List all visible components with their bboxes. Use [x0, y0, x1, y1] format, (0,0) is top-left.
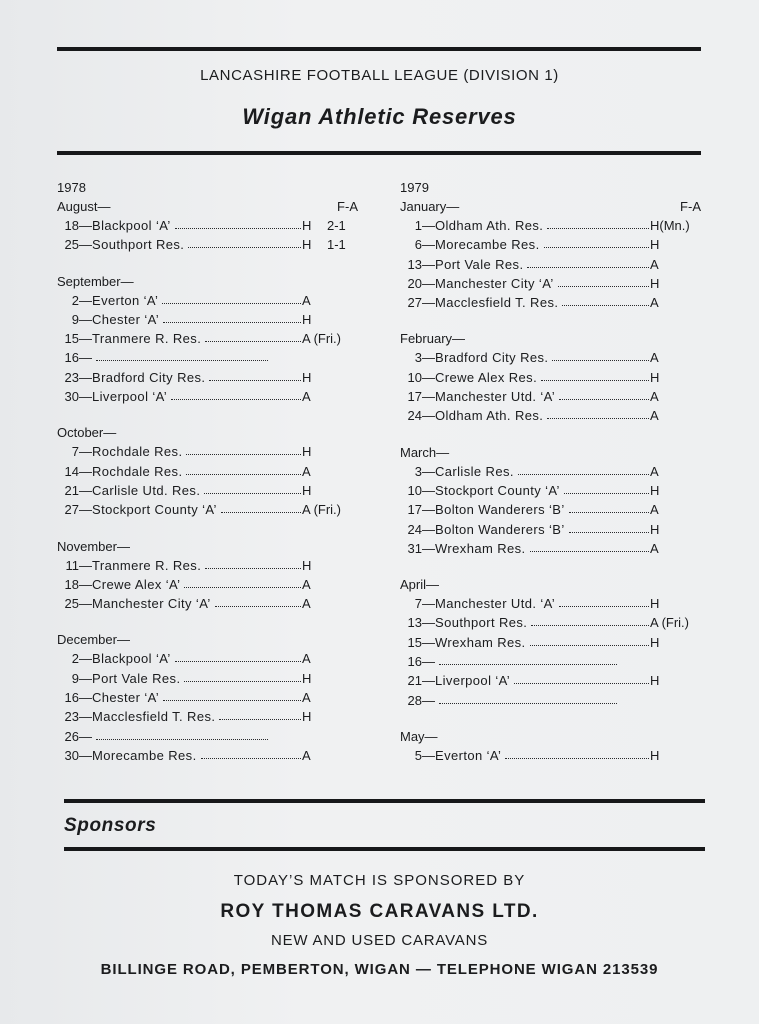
fixture-opponent: Crewe Alex Res.	[435, 369, 538, 385]
month-label: December—	[57, 632, 130, 648]
month-label: November—	[57, 538, 130, 554]
fixture-venue: H	[302, 709, 312, 725]
fixture-row	[400, 652, 705, 671]
fixture-day: 31	[407, 540, 422, 556]
dot-leader	[188, 247, 301, 248]
fixture-row	[400, 462, 705, 481]
fixture-row	[400, 348, 705, 367]
dot-leader	[96, 739, 268, 740]
fixture-opponent: Blackpool ‘A’	[92, 651, 171, 667]
month-label: October—	[57, 425, 117, 441]
fixture-opponent: Manchester City ‘A’	[435, 275, 554, 291]
fixture-opponent: Bradford City Res.	[92, 369, 206, 385]
fixture-day: 17	[407, 502, 422, 518]
fixture-row	[57, 387, 362, 406]
fixture-opponent: Bradford City Res.	[435, 350, 549, 366]
dash-separator: —	[422, 237, 435, 253]
dash-separator: —	[422, 482, 435, 498]
month-heading	[400, 575, 705, 594]
fixture-opponent: Blackpool ‘A’	[92, 218, 171, 233]
fixture-opponent: Crewe Alex ‘A’	[92, 576, 181, 592]
fixture-venue: A	[650, 256, 659, 272]
fixture-venue: A	[650, 389, 659, 405]
dot-leader	[559, 606, 649, 607]
fixture-day: 7	[414, 596, 422, 612]
fixture-venue: A	[302, 463, 311, 479]
fixture-row	[57, 216, 362, 235]
fixture-opponent: Carlisle Res.	[435, 463, 514, 479]
dash-separator: —	[422, 747, 435, 763]
dash-separator: —	[422, 654, 435, 670]
fixture-opponent: Tranmere R. Res.	[92, 557, 202, 573]
fixture-opponent: Chester ‘A’	[92, 311, 160, 327]
dash-separator: —	[79, 709, 92, 725]
dash-separator: —	[422, 615, 435, 631]
league-title: LANCASHIRE FOOTBALL LEAGUE (DIVISION 1)	[200, 67, 559, 84]
fixture-venue: H	[650, 596, 660, 612]
fixture-row	[400, 594, 705, 613]
dash-separator: —	[422, 502, 435, 518]
fixture-venue: A	[650, 350, 659, 366]
fixture-row	[400, 633, 705, 652]
fixture-day: 10	[407, 482, 422, 498]
dot-leader	[163, 700, 301, 701]
fa-column-label: F-A	[680, 199, 701, 214]
fixture-row	[400, 235, 705, 254]
fixture-venue: H	[650, 482, 660, 498]
fixture-day: 21	[64, 482, 79, 498]
fixture-venue: A	[302, 576, 311, 592]
fixture-opponent: Carlisle Utd. Res.	[92, 482, 201, 498]
month-label: August—	[57, 199, 111, 214]
month-heading	[400, 727, 705, 746]
month-label: May—	[400, 728, 438, 744]
fixture-row	[400, 216, 705, 235]
dash-separator: —	[422, 295, 435, 311]
fixture-result: 1-1	[327, 237, 346, 253]
dash-separator: —	[422, 521, 435, 537]
dash-separator: —	[79, 502, 92, 518]
fixtures-column-1978	[57, 178, 362, 765]
fixture-day: 14	[64, 463, 79, 479]
fixture-opponent: Bolton Wanderers ‘B’	[435, 521, 565, 537]
fixture-venue: H	[302, 369, 312, 385]
dot-leader	[201, 758, 301, 759]
dash-separator: —	[422, 540, 435, 556]
dash-separator: —	[79, 350, 92, 366]
fixture-venue: H	[650, 747, 660, 763]
fixture-day: 21	[407, 673, 422, 689]
fixture-opponent: Oldham Ath. Res.	[435, 218, 544, 233]
dash-separator: —	[79, 389, 92, 405]
header-rule	[57, 151, 701, 155]
dot-leader	[514, 683, 649, 684]
dot-leader	[564, 493, 649, 494]
fixture-venue: H	[650, 275, 660, 291]
fixture-venue: H	[302, 311, 312, 327]
fixture-venue: H	[302, 444, 312, 460]
fixture-row	[57, 500, 362, 519]
fixture-day: 15	[64, 331, 79, 347]
fixture-day: 24	[407, 521, 422, 537]
fixture-row	[400, 539, 705, 558]
dash-separator: —	[79, 463, 92, 479]
fixture-day: 2	[71, 651, 79, 667]
fixture-day: 30	[64, 747, 79, 763]
fixture-day: 23	[64, 369, 79, 385]
dash-separator: —	[79, 218, 92, 233]
fixture-venue: A	[302, 389, 311, 405]
fixture-row	[400, 255, 705, 274]
fixture-day: 2	[71, 292, 79, 308]
dash-separator: —	[79, 747, 92, 763]
top-rule	[57, 47, 701, 51]
dot-leader	[205, 341, 301, 342]
fixture-day: 9	[71, 670, 79, 686]
fixture-venue: H	[650, 369, 660, 385]
fixture-row	[400, 520, 705, 539]
fixture-opponent: Manchester Utd. ‘A’	[435, 596, 556, 612]
fixture-venue: H	[650, 673, 660, 689]
fixture-day: 7	[71, 444, 79, 460]
fixture-venue: A	[650, 540, 659, 556]
fixture-opponent: Tranmere R. Res.	[92, 331, 202, 347]
fixture-opponent: Everton ‘A’	[435, 747, 502, 763]
dot-leader	[162, 303, 301, 304]
fixture-opponent: Everton ‘A’	[92, 292, 159, 308]
fixture-day: 9	[71, 311, 79, 327]
dot-leader	[205, 568, 301, 569]
fixture-row	[57, 688, 362, 707]
fixture-venue: A (Fri.)	[650, 615, 689, 631]
dash-separator: —	[79, 331, 92, 347]
dot-leader	[186, 474, 301, 475]
fixture-day: 27	[407, 295, 422, 311]
month-label: February—	[400, 331, 466, 347]
dot-leader	[541, 380, 649, 381]
sponsors-heading: Sponsors	[64, 815, 157, 836]
dot-leader	[530, 551, 649, 552]
dash-separator: —	[79, 237, 92, 253]
sponsors-top-rule	[64, 799, 705, 803]
dash-separator: —	[422, 218, 435, 233]
dash-separator: —	[79, 670, 92, 686]
fixture-row	[400, 274, 705, 293]
fixture-opponent: Liverpool ‘A’	[435, 673, 511, 689]
dot-leader	[547, 228, 649, 229]
dash-separator: —	[79, 690, 92, 706]
fixture-venue: A	[650, 295, 659, 311]
fixture-venue: A	[302, 596, 311, 612]
fixture-opponent: Manchester Utd. ‘A’	[435, 389, 556, 405]
fixture-row	[400, 387, 705, 406]
club-title: Wigan Athletic Reserves	[242, 104, 517, 129]
fixture-row	[400, 481, 705, 500]
fixture-venue: H(Mn.)	[650, 218, 690, 233]
fixture-row	[57, 368, 362, 387]
dash-separator: —	[422, 463, 435, 479]
fixture-opponent: Wrexham Res.	[435, 634, 526, 650]
fixture-row	[57, 329, 362, 348]
fixture-venue: H	[302, 670, 312, 686]
fixture-venue: A	[302, 747, 311, 763]
dash-separator: —	[79, 482, 92, 498]
dash-separator: —	[422, 596, 435, 612]
fixture-day: 1	[414, 218, 422, 233]
fixture-opponent: Rochdale Res.	[92, 444, 183, 460]
fixture-row	[400, 691, 705, 710]
fixture-day: 10	[407, 369, 422, 385]
fixture-row	[57, 556, 362, 575]
fixture-day: 3	[414, 463, 422, 479]
sponsor-company: ROY THOMAS CARAVANS LTD.	[220, 901, 539, 922]
fixture-opponent: Rochdale Res.	[92, 463, 183, 479]
fixture-row	[57, 310, 362, 329]
fixture-venue: H	[302, 218, 312, 233]
month-label: March—	[400, 444, 450, 460]
dot-leader	[215, 606, 301, 607]
dash-separator: —	[422, 634, 435, 650]
fixture-opponent: Macclesfield T. Res.	[435, 295, 559, 311]
fixture-row	[57, 594, 362, 613]
fixture-row	[57, 291, 362, 310]
fixture-opponent: Port Vale Res.	[92, 670, 181, 686]
fixture-day: 28	[407, 692, 422, 708]
dash-separator: —	[422, 389, 435, 405]
month-heading	[57, 537, 362, 556]
fixture-day: 18	[64, 576, 79, 592]
fixture-venue: H	[650, 521, 660, 537]
dot-leader	[204, 493, 301, 494]
fixture-row	[400, 500, 705, 519]
fixture-opponent: Chester ‘A’	[92, 690, 160, 706]
fixture-day: 11	[65, 557, 79, 573]
dot-leader	[558, 286, 649, 287]
fixture-opponent: Morecambe Res.	[92, 747, 197, 763]
dash-separator: —	[79, 728, 92, 744]
dot-leader	[569, 512, 649, 513]
fixture-venue: A	[302, 292, 311, 308]
dot-leader	[163, 322, 301, 323]
fixtures-column-1979	[400, 178, 705, 765]
fixture-day: 6	[414, 237, 422, 253]
month-heading	[57, 630, 362, 649]
dot-leader	[209, 380, 301, 381]
fixture-day: 24	[407, 408, 422, 424]
fixture-row	[57, 649, 362, 668]
fixture-day: 18	[64, 218, 79, 233]
season-year: 1978	[57, 180, 86, 195]
dash-separator: —	[422, 673, 435, 689]
dash-separator: —	[422, 275, 435, 291]
sponsors-bottom-rule	[64, 847, 705, 851]
fixture-venue: H	[650, 237, 660, 253]
fixture-opponent: Stockport County ‘A’	[435, 482, 560, 498]
month-heading	[57, 272, 362, 291]
fixture-row	[400, 613, 705, 632]
month-heading	[400, 329, 705, 348]
dash-separator: —	[79, 651, 92, 667]
dot-leader	[544, 247, 649, 248]
month-label: September—	[57, 273, 134, 289]
dot-leader	[96, 360, 268, 361]
sponsor-intro: TODAY’S MATCH IS SPONSORED BY	[233, 872, 526, 889]
fixture-venue: A	[650, 408, 659, 424]
dash-separator: —	[79, 596, 92, 612]
dash-separator: —	[79, 311, 92, 327]
dash-separator: —	[79, 292, 92, 308]
fixture-day: 16	[407, 654, 422, 670]
dash-separator: —	[422, 692, 435, 708]
fixture-day: 5	[414, 747, 422, 763]
fixture-day: 27	[64, 502, 79, 518]
fixture-row	[57, 669, 362, 688]
dot-leader	[527, 267, 649, 268]
fixture-venue: A (Fri.)	[302, 331, 341, 347]
fixture-row	[57, 462, 362, 481]
fixture-venue: H	[302, 557, 312, 573]
dot-leader	[552, 360, 649, 361]
fixture-row	[400, 746, 705, 765]
season-year: 1979	[400, 180, 429, 195]
fixture-opponent: Bolton Wanderers ‘B’	[435, 502, 565, 518]
fixture-day: 16	[64, 690, 79, 706]
fixture-day: 23	[64, 709, 79, 725]
dot-leader	[569, 532, 649, 533]
dot-leader	[531, 625, 649, 626]
fixture-venue: H	[650, 634, 660, 650]
fixture-opponent: Liverpool ‘A’	[92, 389, 168, 405]
fixture-opponent: Wrexham Res.	[435, 540, 526, 556]
fixture-day: 25	[64, 596, 79, 612]
fixture-day: 20	[407, 275, 422, 291]
month-label: January—	[400, 199, 460, 214]
fixture-venue: A	[302, 690, 311, 706]
dash-separator: —	[422, 256, 435, 272]
fixture-day: 25	[64, 237, 79, 253]
fixture-row	[57, 348, 362, 367]
dot-leader	[547, 418, 649, 419]
dash-separator: —	[422, 350, 435, 366]
dot-leader	[175, 228, 301, 229]
fixture-opponent: Manchester City ‘A’	[92, 596, 211, 612]
fixture-opponent: Oldham Ath. Res.	[435, 408, 544, 424]
fixture-venue: H	[302, 237, 312, 253]
month-heading	[57, 197, 362, 216]
month-label: April—	[400, 577, 440, 593]
month-heading	[400, 443, 705, 462]
sponsor-address: BILLINGE ROAD, PEMBERTON, WIGAN — TELEPHONE WIGAN 213539	[100, 961, 659, 978]
dot-leader	[562, 305, 649, 306]
month-heading	[400, 197, 705, 216]
fixture-venue: A	[302, 651, 311, 667]
fixture-result: 2-1	[327, 218, 346, 233]
dot-leader	[184, 587, 301, 588]
fixture-day: 30	[64, 389, 79, 405]
fixture-day: 26	[64, 728, 79, 744]
fixture-row	[57, 481, 362, 500]
dot-leader	[219, 719, 301, 720]
fixture-opponent: Macclesfield T. Res.	[92, 709, 216, 725]
fixture-venue: A (Fri.)	[302, 502, 341, 518]
month-heading	[57, 423, 362, 442]
dash-separator: —	[79, 557, 92, 573]
fixture-opponent: Port Vale Res.	[435, 256, 524, 272]
fixture-row	[400, 671, 705, 690]
dot-leader	[439, 664, 617, 665]
fixture-row	[57, 746, 362, 765]
fixture-venue: A	[650, 463, 659, 479]
dot-leader	[175, 661, 301, 662]
fixture-row	[400, 406, 705, 425]
fixture-row	[57, 707, 362, 726]
dot-leader	[530, 645, 649, 646]
fixture-opponent: Southport Res.	[435, 615, 528, 631]
fixture-opponent: Morecambe Res.	[435, 237, 540, 253]
dash-separator: —	[422, 369, 435, 385]
fixture-day: 16	[64, 350, 79, 366]
dot-leader	[518, 474, 649, 475]
fixture-day: 13	[407, 615, 422, 631]
fixture-day: 17	[407, 389, 422, 405]
fixture-opponent: Stockport County ‘A’	[92, 502, 217, 518]
fixture-row	[400, 368, 705, 387]
fixture-row	[57, 727, 362, 746]
fixture-venue: A	[650, 502, 659, 518]
dash-separator: —	[79, 444, 92, 460]
dash-separator: —	[422, 408, 435, 424]
dot-leader	[171, 399, 301, 400]
dot-leader	[505, 758, 649, 759]
fixture-row	[400, 293, 705, 312]
fixture-row	[57, 442, 362, 461]
dot-leader	[439, 703, 617, 704]
dot-leader	[184, 681, 301, 682]
fixture-row	[57, 235, 362, 254]
dot-leader	[221, 512, 301, 513]
fixture-day: 15	[407, 634, 422, 650]
sponsor-tagline: NEW AND USED CARAVANS	[270, 932, 489, 949]
dash-separator: —	[79, 369, 92, 385]
fixture-row	[57, 575, 362, 594]
fixture-venue: H	[302, 482, 312, 498]
dash-separator: —	[79, 576, 92, 592]
dot-leader	[186, 454, 301, 455]
fixture-day: 13	[407, 256, 422, 272]
fixture-opponent: Southport Res.	[92, 237, 185, 253]
fixture-day: 3	[414, 350, 422, 366]
dot-leader	[559, 399, 649, 400]
fa-column-label: F-A	[337, 199, 358, 214]
